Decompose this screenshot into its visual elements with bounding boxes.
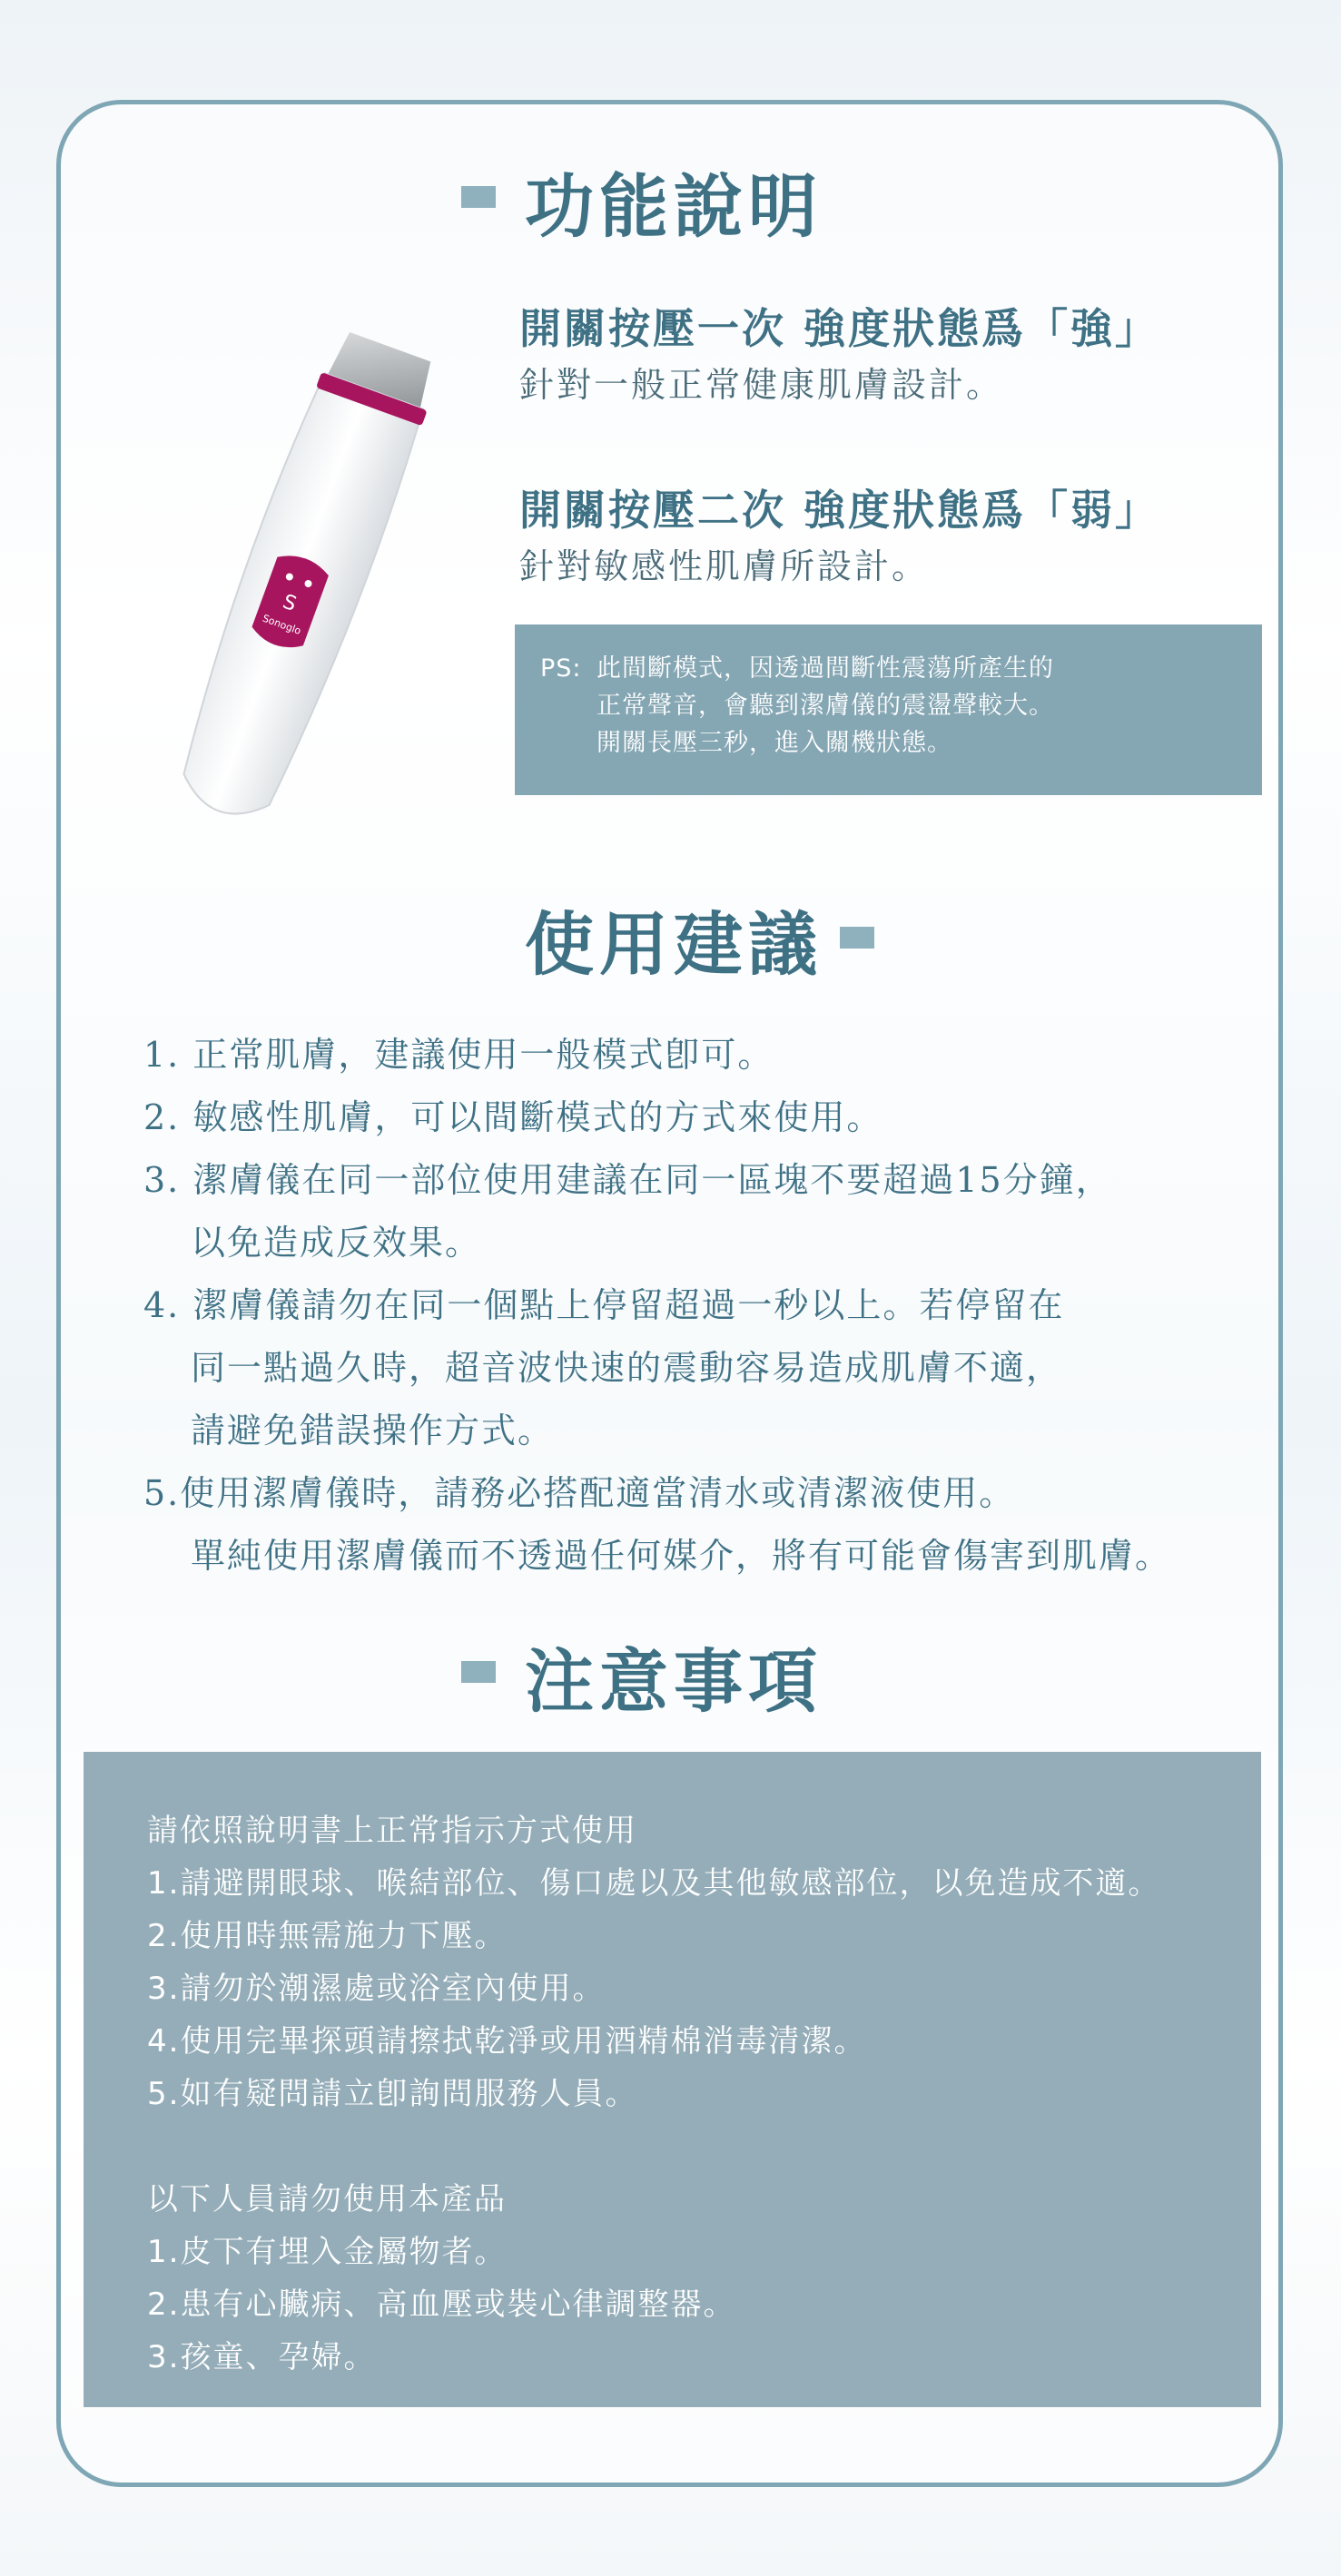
title-marker-square: [461, 1661, 496, 1683]
ps-line: 此間斷模式，因透過間斷性震蕩所產生的: [597, 654, 1054, 683]
usage-item-continuation: 單純使用潔膚儀而不透過任何媒介，將有可能會傷害到肌膚。: [191, 1536, 1172, 1576]
mode-weak-desc: 針對敏感性肌膚所設計。: [519, 546, 930, 587]
notice-item: 2.患有心臟病、高血壓或裝心律調整器。: [147, 2286, 736, 2323]
notice-item: 4.使用完畢探頭請擦拭乾淨或用酒精棉消毒清潔。: [147, 2023, 867, 2060]
mode-strong-desc: 針對一般正常健康肌膚設計。: [519, 365, 1004, 406]
usage-item: 1. 正常肌膚，建議使用一般模式卽可。: [143, 1035, 774, 1075]
usage-title: 使用建議: [525, 904, 823, 985]
usage-item: 3. 潔膚儀在同一部位使用建議在同一區塊不要超過15分鐘，: [143, 1160, 1112, 1200]
title-marker-square: [840, 927, 874, 949]
notice-group-heading: 以下人員請勿使用本產品: [147, 2181, 507, 2217]
ps-label: PS:: [540, 654, 582, 683]
features-title: 功能說明: [525, 166, 823, 247]
mode-strong: [519, 304, 1159, 407]
usage-item-continuation: 同一點過久時，超音波快速的震動容易造成肌膚不適，: [191, 1348, 1063, 1388]
svg-text:S: S: [280, 590, 300, 616]
notice-item: 3.孩童、孕婦。: [147, 2339, 377, 2375]
notice-group-heading: 請依照說明書上正常指示方式使用: [147, 1813, 637, 1849]
ps-line: 開關長壓三秒，進入關機狀態。: [597, 729, 952, 757]
notice-item: 5.如有疑問請立卽詢問服務人員。: [147, 2076, 638, 2112]
usage-list: [143, 1024, 1260, 1588]
mode-weak-heading: 開關按壓二次 強度狀態爲「弱」: [519, 486, 1160, 535]
usage-item: 5.使用潔膚儀時，請務必搭配適當清水或清潔液使用。: [143, 1473, 1016, 1513]
title-marker-square: [461, 186, 496, 208]
usage-item: 4. 潔膚儀請勿在同一個點上停留超過一秒以上。若停留在: [143, 1285, 1065, 1325]
usage-item-continuation: 請避免錯誤操作方式。: [191, 1411, 555, 1450]
notice-item: 3.請勿於潮濕處或浴室內使用。: [147, 1971, 606, 2007]
usage-item: 2. 敏感性肌膚，可以間斷模式的方式來使用。: [143, 1097, 883, 1137]
notice-item: 1.請避開眼球、喉結部位、傷口處以及其他敏感部位，以免造成不適。: [147, 1865, 1161, 1902]
notice-item: 1.皮下有埋入金屬物者。: [147, 2234, 508, 2270]
ps-line: 正常聲音，會聽到潔膚儀的震盪聲較大。: [597, 692, 1054, 720]
notice-title: 注意事項: [525, 1641, 823, 1722]
notice-panel: [84, 1752, 1261, 2407]
mode-weak: [519, 486, 1159, 588]
usage-item-continuation: 以免造成反效果。: [191, 1223, 482, 1263]
ps-note-box: [515, 624, 1262, 795]
mode-strong-heading: 開關按壓一次 強度狀態爲「強」: [519, 304, 1160, 353]
svg-text:Sonoglo: Sonoglo: [261, 612, 303, 637]
notice-item: 2.使用時無需施力下壓。: [147, 1918, 508, 1954]
skin-scrubber-device-image: [154, 313, 454, 835]
